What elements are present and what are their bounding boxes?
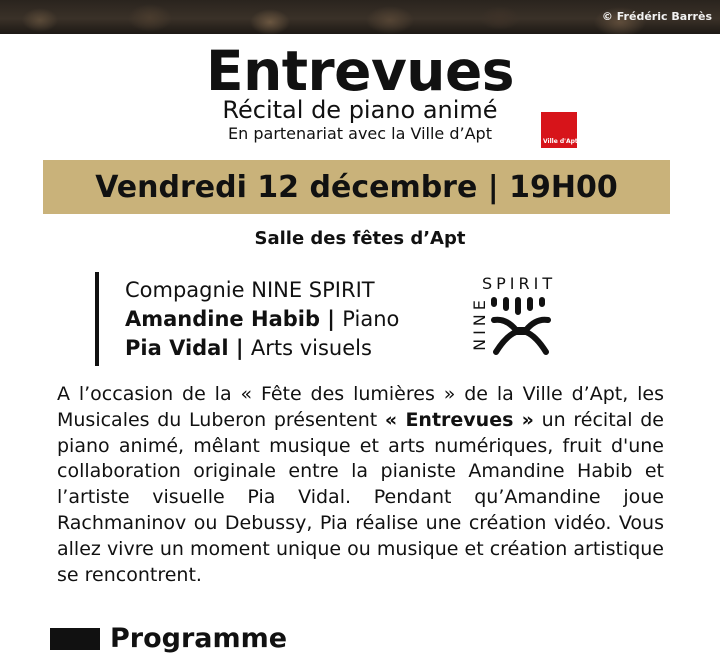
- performer-role: Arts visuels: [250, 336, 372, 360]
- event-title: Entrevues: [206, 39, 514, 103]
- performer-row: [125, 334, 399, 363]
- credits-block: [125, 276, 399, 363]
- performer-separator: |: [320, 307, 343, 331]
- description-intro: A l’occasion de la « Fête des lumières » de la Ville d’Apt, les Musicales du Luberon présentent: [57, 383, 664, 431]
- nine-spirit-logo-spirit: SPIRIT: [482, 274, 557, 293]
- photo-credit: © Frédéric Barrès: [601, 10, 712, 23]
- header-photo: [0, 0, 720, 34]
- event-description: [57, 382, 664, 588]
- event-subtitle: Récital de piano animé: [222, 96, 498, 124]
- nine-spirit-logo: [464, 274, 564, 360]
- ville-apt-logo: [541, 112, 577, 148]
- performer-name: Pia Vidal: [125, 336, 229, 360]
- performer-name: Amandine Habib: [125, 307, 320, 331]
- description-rest: un récital de piano animé, mêlant musique et arts numériques, fruit d'une collaboration originale entre la pianiste Amandine Habib et l’artiste visuelle Pia Vidal. Pendant qu’Amandine joue Rachmaninov ou Debussy, Pia réalise une création vidéo. Vous allez vivre un moment unique ou musique et création artistique se rencontrent.: [57, 408, 664, 586]
- nine-spirit-logo-nine: NINE: [469, 296, 489, 351]
- description-highlight: « Entrevues »: [384, 408, 534, 431]
- performer-role: Piano: [342, 307, 400, 331]
- partnership-line: En partenariat avec la Ville d’Apt: [228, 124, 492, 143]
- performer-separator: |: [228, 336, 251, 360]
- programme-marker: [50, 628, 100, 650]
- company-name: Compagnie NINE SPIRIT: [125, 278, 375, 302]
- programme-heading: Programme: [110, 623, 288, 654]
- nine-spirit-emblem-icon: [486, 294, 556, 356]
- credits-divider: [95, 272, 99, 366]
- ville-apt-logo-text: Ville d'Apt: [543, 138, 578, 145]
- date-banner: [43, 160, 670, 214]
- event-date: Vendredi 12 décembre | 19H00: [95, 169, 618, 205]
- event-venue: Salle des fêtes d’Apt: [254, 228, 466, 249]
- performer-row: [125, 305, 399, 334]
